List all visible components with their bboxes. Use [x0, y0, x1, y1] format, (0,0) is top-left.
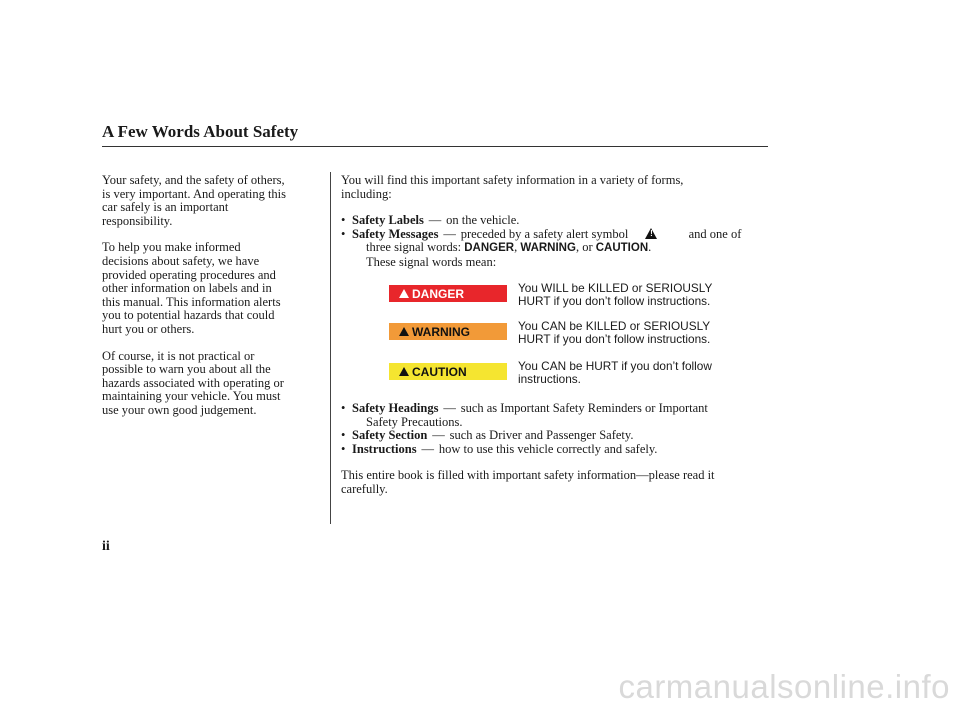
term-safety-section: Safety Section — [352, 428, 428, 443]
caution-label — [389, 363, 507, 380]
signal-word-danger: DANGER — [464, 242, 515, 255]
signal-word-caution: CAUTION — [595, 242, 649, 255]
list-item-safety-headings — [341, 402, 761, 429]
page-title: A Few Words About Safety — [102, 122, 299, 141]
intro-paragraph: Your safety, and the safety of others, is very important. And operating this car safely is an important responsibility. — [102, 173, 287, 228]
sep: , — [514, 240, 521, 255]
list-item-safety-messages — [341, 228, 761, 270]
bullet: • — [341, 226, 346, 241]
safety-forms-list — [341, 214, 761, 269]
safety-headings-text: such as Important Safety Reminders or Important — [460, 401, 708, 415]
term-safety-labels: Safety Labels — [352, 213, 424, 228]
safety-alert-symbol-icon: ! — [645, 228, 657, 239]
signal-words-mean: These signal words mean: — [366, 254, 497, 269]
term-safety-messages: Safety Messages — [352, 226, 439, 241]
em-dash: — — [421, 441, 434, 456]
right-column-lower — [341, 402, 761, 497]
procedures-paragraph: To help you make informed decisions about safety, we have provided operating procedures and other information on labels and in this manual. This information alerts you to potential hazards that could hurt you or others. — [102, 240, 281, 336]
list-item-safety-labels — [341, 214, 761, 228]
signal-words-line — [352, 241, 761, 256]
term-safety-headings: Safety Headings — [352, 401, 439, 415]
sep: , or — [575, 240, 596, 255]
warning-label — [389, 323, 507, 340]
warning-label-text: WARNING — [412, 324, 470, 339]
danger-description: You WILL be KILLED or SERIOUSLY HURT if you don’t follow instructions. — [518, 281, 713, 309]
title-rule — [102, 146, 768, 147]
signal-word-warning: WARNING — [520, 242, 576, 255]
safety-messages-text: preceded by a safety alert symbol — [460, 226, 629, 241]
warning-triangle-icon — [399, 327, 409, 336]
bullet: • — [341, 441, 346, 456]
bullet: • — [341, 428, 346, 443]
em-dash: — — [428, 213, 442, 228]
closing-part2: please read it carefully. — [341, 468, 715, 496]
left-column — [102, 174, 324, 431]
warning-triangle-icon — [399, 367, 409, 376]
signal-words-prefix: three signal words: — [366, 240, 465, 255]
closing-paragraph — [341, 469, 761, 496]
danger-label-text: DANGER — [412, 286, 465, 301]
warning-triangle-icon — [399, 289, 409, 298]
em-dash: — — [432, 428, 445, 443]
safety-labels-text: on the vehicle. — [446, 213, 520, 228]
bullet: • — [341, 213, 346, 228]
safety-headings-cont: Safety Precautions. — [366, 414, 463, 429]
safety-messages-text-after: and one of — [688, 226, 742, 241]
closing-part1: This entire book is filled with important safety information — [341, 468, 637, 483]
em-dash: — — [443, 401, 456, 415]
list-item-safety-section — [341, 429, 761, 443]
safety-forms-list-cont — [341, 402, 761, 456]
caution-description: You CAN be HURT if you don’t follow instructions. — [518, 359, 712, 387]
danger-label — [389, 285, 507, 302]
em-dash: — — [443, 226, 456, 241]
safety-section-text: such as Driver and Passenger Safety. — [449, 428, 634, 443]
term-instructions: Instructions — [352, 441, 417, 456]
bullet: • — [341, 401, 346, 415]
em-dash: — — [636, 468, 649, 483]
warning-description: You CAN be KILLED or SERIOUSLY HURT if you don’t follow instructions. — [518, 319, 711, 347]
forms-intro: You will find this important safety information in a variety of forms, including: — [341, 173, 684, 201]
column-divider — [330, 172, 331, 524]
page-number: ii — [102, 539, 110, 554]
list-item-instructions — [341, 443, 761, 457]
watermark: carmanualsonline.info — [618, 668, 950, 705]
instructions-text: how to use this vehicle correctly and safely. — [438, 441, 658, 456]
right-column — [341, 174, 761, 270]
sep: . — [648, 240, 652, 255]
judgement-paragraph: Of course, it is not practical or possible to warn you about all the hazards associated with operating or maintaining your vehicle. You must use your own good judgement. — [102, 348, 284, 417]
caution-label-text: CAUTION — [412, 364, 467, 379]
